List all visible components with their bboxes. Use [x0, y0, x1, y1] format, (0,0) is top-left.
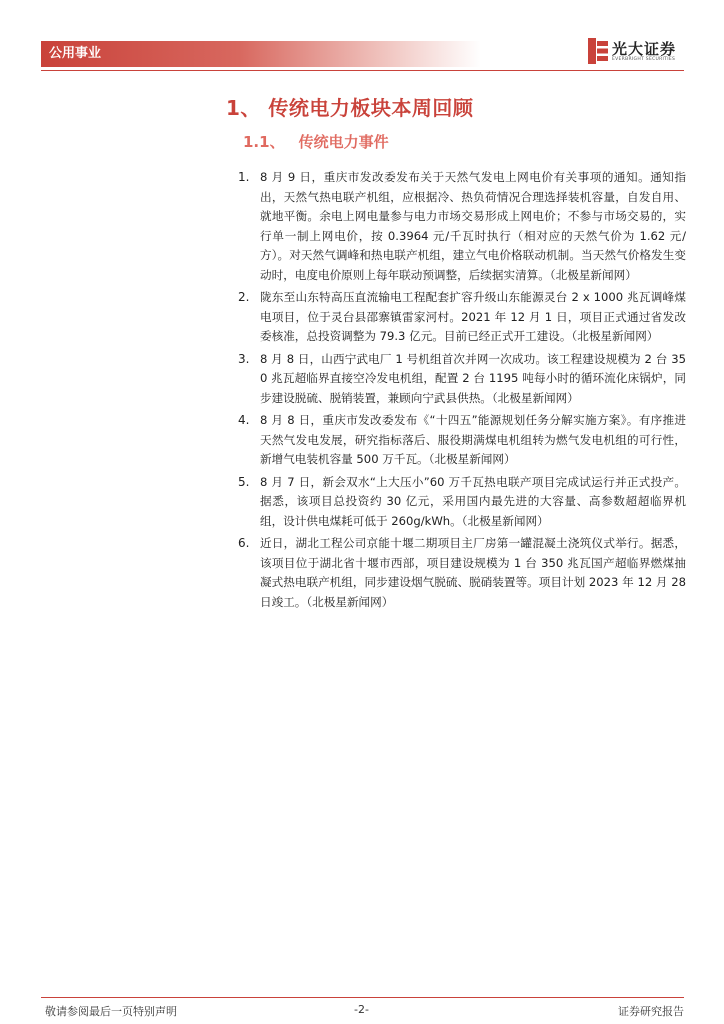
subsection-title: 传统电力事件 — [298, 133, 389, 151]
list-item — [238, 411, 686, 470]
list-item-number: 1. — [238, 170, 250, 184]
list-item-text: 8 月 9 日，重庆市发改委发布关于天然气发电上网电价有关事项的通知。通知指出，天然气热电联产机组，应根据冷、热负荷情况合理选择装机容量，自发自用、就地平衡。余电上网电量参与电力市场交易形成上网电价；不参与市场交易的，实行单一制上网电价，按 0.3964 元/千瓦时执行（相对应的天然气价为 1.62 元/方）。对天然气调峰和热电联产机组，建立气电价格联动机制。当天然气价格发生变动时，电度电价原则上每年联动预调整，后续据实清算。（北极星新闻网） — [260, 170, 686, 282]
list-item-number: 4. — [238, 413, 250, 427]
event-list — [238, 168, 686, 615]
logo-name: 光大证券 — [612, 40, 677, 58]
list-item — [238, 473, 686, 532]
list-item-text: 陇东至山东特高压直流输电工程配套扩容升级山东能源灵台 2 x 1000 兆瓦调峰煤电项目，位于灵台县邵寨镇雷家河村。2021 年 12 月 1 日，项目正式通过省发改委核准，总投资调整为 79.3 亿元。目前已经正式开工建设。（北极星新闻网） — [260, 290, 686, 343]
header-section-bar — [41, 41, 481, 67]
list-item — [238, 288, 686, 347]
list-item-text: 8 月 8 日，重庆市发改委发布《“十四五”能源规划任务分解实施方案》。有序推进天然气发电发展，研究指标落后、服役期满煤电机组转为燃气发电机组的可行性，新增气电装机容量 500 万千瓦。（北极星新闻网） — [260, 413, 686, 466]
list-item-number: 6. — [238, 536, 250, 550]
list-item — [238, 168, 686, 285]
list-item-text: 8 月 8 日，山西宁武电厂 1 号机组首次并网一次成功。该工程建设规模为 2 台 350 兆瓦超临界直接空冷发电机组，配置 2 台 1195 吨每小时的循环流化床锅炉，同步建设脱硫、脱销装置，兼顾向宁武县供热。（北极星新闻网） — [260, 351, 686, 405]
subsection-heading — [243, 131, 389, 152]
section-label: 公用事业 — [49, 46, 102, 61]
logo-subtitle: EVERBRIGHT SECURITIES — [612, 57, 676, 62]
list-item-text: 8 月 7 日，新会双水“上大压小”60 万千瓦热电联产项目完成试运行并正式投产。据悉，该项目总投资约 30 亿元，采用国内最先进的大容量、高参数超超临界机组，设计供电煤耗可低于 260g/kWh。（北极星新闻网） — [260, 474, 686, 528]
list-item-text: 近日，湖北工程公司京能十堰二期项目主厂房第一罐混凝土浇筑仪式举行。据悉，该项目位于湖北省十堰市西部，项目建设规模为 1 台 350 兆瓦国产超临界燃煤抽凝式热电联产机组，同步建设烟气脱硫、脱硝装置等。项目计划 2023 年 12 月 28 日竣工。（北极星新闻网） — [260, 536, 686, 609]
list-item-number: 3. — [238, 351, 250, 366]
footer-doc-type: 证券研究报告 — [618, 1005, 684, 1018]
section-heading: 1、 传统电力板块本周回顾 — [226, 96, 474, 120]
footer-divider — [41, 997, 684, 998]
company-logo — [588, 36, 688, 68]
list-item-number: 5. — [238, 474, 250, 489]
page-number: -2- — [354, 1003, 369, 1016]
everbright-logo-icon — [588, 38, 608, 64]
subsection-number: 1.1、 — [243, 133, 285, 151]
list-item — [238, 350, 686, 409]
header-divider — [41, 70, 684, 71]
list-item — [238, 534, 686, 612]
list-item-number: 2. — [238, 290, 250, 304]
footer-disclaimer: 敬请参阅最后一页特别声明 — [45, 1005, 177, 1018]
